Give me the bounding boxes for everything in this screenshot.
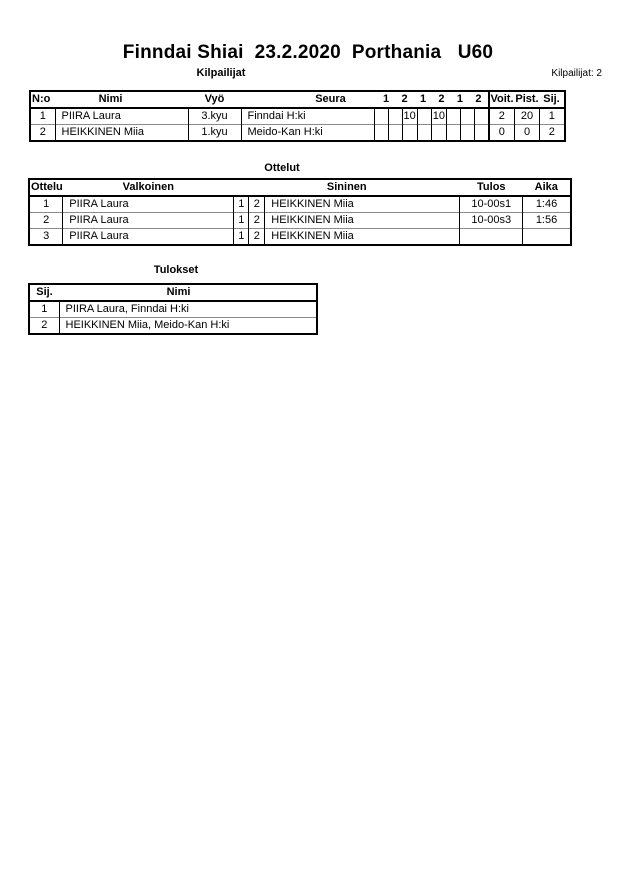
points-cell: 0 (515, 125, 540, 142)
col-header-nimi: Nimi (55, 91, 188, 108)
competitor-name: HEIKKINEN Miia (55, 125, 188, 142)
round-label: 1 (419, 93, 427, 105)
result-cell: 10-00s1 (460, 196, 523, 213)
page-title: Finndai Shiai 23.2.2020 Porthania U60 (122, 42, 494, 63)
kilpailijat-header-row (30, 91, 565, 108)
round-label: 2 (475, 93, 482, 105)
round-label: 1 (456, 93, 463, 105)
competitor-number: 2 (30, 125, 55, 142)
col-header-valkoinen: Valkoinen (63, 179, 234, 196)
competitor-row (30, 108, 565, 125)
tulokset-table (28, 283, 318, 335)
match-number: 1 (29, 196, 63, 213)
score-cell (374, 108, 388, 125)
col-header-no: N:o (30, 91, 55, 108)
competitor-club: Finndai H:ki (241, 108, 374, 125)
white-number: 1 (234, 196, 249, 213)
score-cell (388, 125, 402, 142)
result-row (29, 301, 317, 318)
score-cell (374, 125, 388, 142)
white-number: 1 (234, 229, 249, 246)
col-header-aika: Aika (523, 179, 571, 196)
score-cell (461, 125, 475, 142)
time-cell: 1:46 (523, 196, 571, 213)
time-cell: 1:56 (523, 213, 571, 229)
place-cell: 1 (540, 108, 565, 125)
blue-competitor: HEIKKINEN Miia (265, 196, 460, 213)
col-header-sininen: Sininen (234, 179, 460, 196)
points-cell: 20 (515, 108, 540, 125)
wins-cell: 0 (489, 125, 515, 142)
col-header-ottelu: Ottelu (29, 179, 63, 196)
wins-cell: 2 (489, 108, 515, 125)
ottelut-table (28, 178, 572, 246)
blue-number: 2 (249, 213, 265, 229)
col-header-pist: Pist. (515, 91, 540, 108)
col-header-seura: Seura (241, 91, 374, 108)
result-cell (460, 229, 523, 246)
score-cell (388, 108, 402, 125)
score-cell (461, 108, 475, 125)
match-row (29, 213, 571, 229)
section-title-ottelut: Ottelut (264, 162, 300, 174)
col-header-sij: Sij. (540, 91, 565, 108)
place-cell: 1 (29, 301, 59, 318)
score-cell (417, 108, 431, 125)
competitor-name: PIIRA Laura (55, 108, 188, 125)
white-competitor: PIIRA Laura (63, 213, 234, 229)
col-header-rounds (374, 91, 489, 108)
col-header-nimi: Nimi (59, 284, 317, 301)
ottelut-header-row (29, 179, 571, 196)
score-cell (431, 125, 446, 142)
col-header-tulos: Tulos (460, 179, 523, 196)
tulokset-header-row (29, 284, 317, 301)
white-competitor: PIIRA Laura (63, 229, 234, 246)
section-title-tulokset: Tulokset (153, 264, 199, 276)
competitor-belt: 3.kyu (188, 108, 241, 125)
match-row (29, 229, 571, 246)
round-label: 1 (383, 93, 390, 105)
score-cell (475, 108, 489, 125)
kilpailijat-table (29, 90, 566, 142)
match-number: 3 (29, 229, 63, 246)
competitors-count-label: Kilpailijat: 2 (551, 68, 602, 79)
blue-number: 2 (249, 196, 265, 213)
competitor-belt: 1.kyu (188, 125, 241, 142)
place-cell: 2 (29, 318, 59, 335)
competitor-number: 1 (30, 108, 55, 125)
col-header-voit: Voit. (489, 91, 515, 108)
match-number: 2 (29, 213, 63, 229)
white-competitor: PIIRA Laura (63, 196, 234, 213)
match-row (29, 196, 571, 213)
score-cell (417, 125, 431, 142)
place-cell: 2 (540, 125, 565, 142)
score-cell (475, 125, 489, 142)
round-label: 2 (438, 93, 445, 105)
blue-competitor: HEIKKINEN Miia (265, 229, 460, 246)
time-cell (523, 229, 571, 246)
section-title-kilpailijat: Kilpailijat (196, 67, 246, 79)
round-label: 2 (401, 93, 408, 105)
col-header-vyo: Vyö (188, 91, 241, 108)
competitor-row (30, 125, 565, 142)
competitor-club: Meido-Kan H:ki (241, 125, 374, 142)
score-cell: 10 (402, 108, 417, 125)
score-cell (447, 108, 461, 125)
name-club-cell: PIIRA Laura, Finndai H:ki (59, 301, 317, 318)
score-cell (447, 125, 461, 142)
white-number: 1 (234, 213, 249, 229)
score-cell (402, 125, 417, 142)
blue-competitor: HEIKKINEN Miia (265, 213, 460, 229)
result-row (29, 318, 317, 335)
col-header-sij: Sij. (29, 284, 59, 301)
name-club-cell: HEIKKINEN Miia, Meido-Kan H:ki (59, 318, 317, 335)
blue-number: 2 (249, 229, 265, 246)
round-labels (374, 92, 488, 107)
score-cell: 10 (431, 108, 446, 125)
result-cell: 10-00s3 (460, 213, 523, 229)
